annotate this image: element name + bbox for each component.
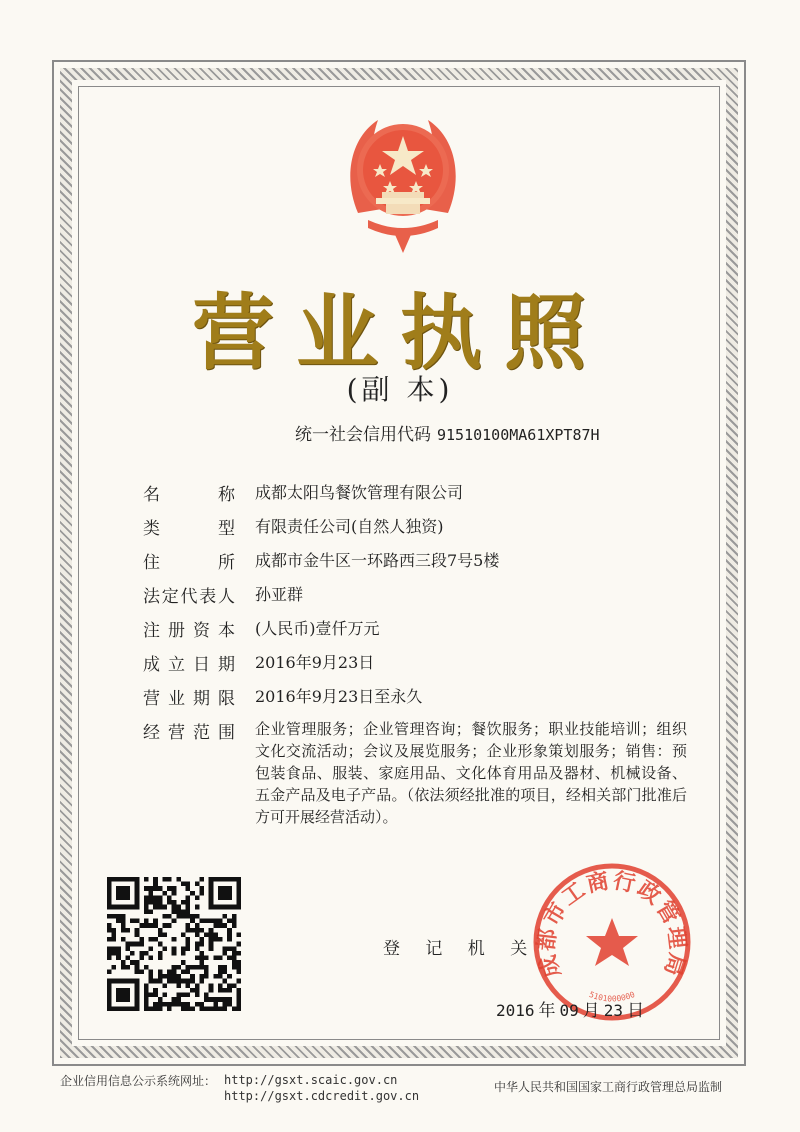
field-value: 成都太阳鸟餐饮管理有限公司 <box>255 483 464 502</box>
month-unit: 月 <box>582 1001 600 1021</box>
field-row-scope <box>143 718 703 828</box>
qr-code[interactable] <box>107 877 241 1011</box>
field-row-established <box>143 650 703 684</box>
field-label: 名 称 <box>143 485 235 505</box>
document-subtitle: (副 本) <box>346 373 454 406</box>
field-value: 2016年9月23日 <box>255 653 375 672</box>
field-label: 法 定 代 表 人 <box>143 587 235 607</box>
field-row-term <box>143 684 703 718</box>
field-row-name <box>143 480 703 514</box>
license-fields <box>143 480 703 828</box>
credit-code-label: 统一社会信用代码 <box>295 425 431 445</box>
registration-authority-label: 登 记 机 关 <box>383 939 538 959</box>
field-value: 成都市金牛区一环路西三段7号5楼 <box>255 551 500 570</box>
field-label: 经 营 范 围 <box>143 723 235 743</box>
field-value: 有限责任公司(自然人独资) <box>255 517 444 536</box>
footer-url-2[interactable]: http://gsxt.cdcredit.gov.cn <box>224 1089 420 1103</box>
document-title: 营业执照 <box>191 285 608 381</box>
field-label: 成 立 日 期 <box>143 655 235 675</box>
footer-left <box>60 1072 420 1103</box>
footer-website-label: 企业信用信息公示系统网址： <box>60 1074 217 1088</box>
seal-text: 成都市工商行政管理局 <box>534 868 690 981</box>
issue-date <box>492 996 644 1021</box>
footer-url-1[interactable]: http://gsxt.scaic.gov.cn <box>224 1073 398 1087</box>
field-label: 营 业 期 限 <box>143 689 235 709</box>
field-value: (人民币)壹仟万元 <box>255 619 380 638</box>
national-emblem-icon <box>338 108 468 258</box>
day-unit: 日 <box>627 1001 645 1021</box>
seal-number: 5101000000 <box>587 989 637 1004</box>
field-row-legal-rep <box>143 582 703 616</box>
credit-code-line <box>295 420 600 445</box>
footer-urls <box>224 1072 419 1104</box>
credit-code-value: 91510100MA61XPT87H <box>437 426 600 444</box>
field-label: 类 型 <box>143 519 235 539</box>
field-row-type <box>143 514 703 548</box>
field-row-address <box>143 548 703 582</box>
issue-year: 2016 <box>496 1001 535 1020</box>
field-label: 注 册 资 本 <box>143 621 235 641</box>
field-value: 2016年9月23日至永久 <box>255 687 423 706</box>
business-scope-text: 企业管理服务；企业管理咨询；餐饮服务；职业技能培训；组织文化交流活动；会议及展览服务；企业形象策划服务；销售：预包装食品、服装、家庭用品、文化体育用品及器材、机械设备、五金产品及电子产品。（依法须经批准的项目，经相关部门批准后方可开展经营活动）。 <box>255 720 687 826</box>
issue-day: 23 <box>603 1001 624 1020</box>
footer-supervisor: 中华人民共和国国家工商行政管理总局监制 <box>494 1080 723 1094</box>
issue-month: 09 <box>559 1001 579 1020</box>
field-label: 住 所 <box>143 553 235 573</box>
field-row-capital <box>143 616 703 650</box>
year-unit: 年 <box>538 1001 556 1021</box>
field-value: 孙亚群 <box>255 585 304 604</box>
